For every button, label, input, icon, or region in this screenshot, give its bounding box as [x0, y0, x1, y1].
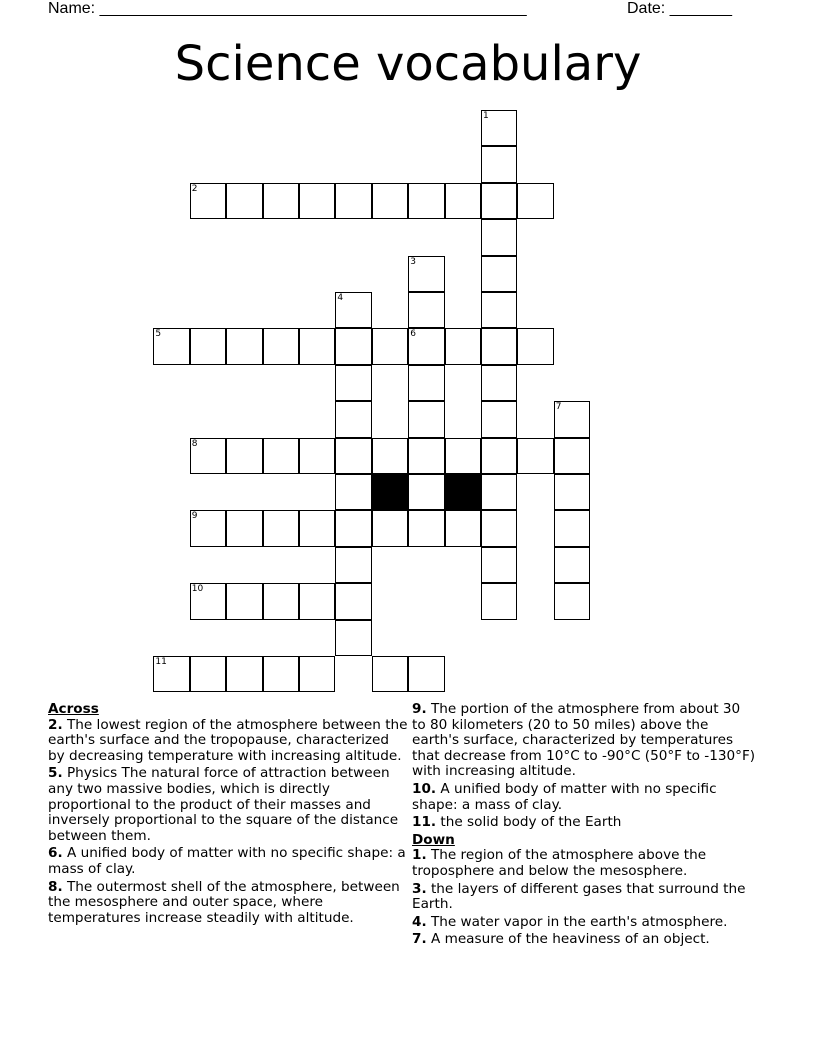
grid-cell[interactable]	[263, 583, 299, 619]
clue-across-8: 8. The outermost shell of the atmosphere, between the mesosphere and outer space, where temperatures increase steadily with altitude.	[48, 878, 400, 926]
grid-cell-number: 4	[337, 293, 344, 303]
grid-cell[interactable]	[481, 256, 517, 292]
grid-cell[interactable]	[153, 328, 189, 364]
grid-cell[interactable]	[372, 438, 408, 474]
grid-cell[interactable]	[190, 656, 226, 692]
grid-cell[interactable]	[554, 401, 590, 437]
page-title: Science vocabulary	[174, 36, 642, 92]
grid-cell[interactable]	[226, 510, 262, 546]
grid-cell[interactable]	[445, 328, 481, 364]
grid-cell[interactable]	[226, 183, 262, 219]
grid-cell[interactable]	[372, 183, 408, 219]
grid-cell-black	[372, 474, 408, 510]
grid-cell[interactable]	[517, 438, 553, 474]
clue-across-6: 6. A unified body of matter with no specific shape: a mass of clay.	[48, 845, 406, 877]
grid-cell[interactable]	[372, 328, 408, 364]
grid-cell[interactable]	[226, 656, 262, 692]
grid-cell[interactable]	[372, 510, 408, 546]
grid-cell-number: 7	[555, 402, 562, 413]
grid-cell[interactable]	[408, 656, 444, 692]
grid-cell[interactable]	[481, 547, 517, 583]
grid-cell[interactable]	[335, 183, 371, 219]
grid-cell[interactable]	[226, 583, 262, 619]
clue-across-10: 10. A unified body of matter with no specific shape: a mass of clay.	[412, 780, 717, 813]
grid-cell-number: 3	[410, 256, 416, 267]
grid-cell[interactable]	[153, 656, 189, 692]
grid-cell-number: 10	[191, 584, 204, 595]
grid-cell-number: 11	[155, 657, 167, 667]
grid-cell[interactable]	[408, 401, 444, 437]
grid-cell[interactable]	[299, 510, 335, 546]
grid-cell[interactable]	[190, 438, 226, 474]
clue-across-9: 9. The portion of the atmosphere from about 30 to 80 kilometers (20 to 50 miles) above the earth's surface, characterized by temperatures that decrease from 10°C to -90°C (50°F to -130°F) with increasing altitude.	[412, 701, 756, 780]
grid-cell[interactable]	[263, 656, 299, 692]
grid-cell-number: 9	[191, 511, 198, 522]
grid-cell[interactable]	[190, 183, 226, 219]
grid-cell-number: 1	[483, 111, 489, 121]
grid-cell[interactable]	[299, 583, 335, 619]
grid-cell[interactable]	[408, 328, 444, 364]
grid-cell[interactable]	[481, 146, 517, 182]
clues-column-left	[48, 702, 408, 928]
across-clues-list	[48, 718, 408, 927]
grid-cell[interactable]	[226, 328, 262, 364]
grid-cell[interactable]	[299, 328, 335, 364]
grid-cell-number: 5	[155, 329, 162, 340]
grid-cell[interactable]	[481, 365, 517, 401]
clue-down-1: 1. The region of the atmosphere above the troposphere and below the mesosphere.	[412, 847, 707, 879]
grid-cell[interactable]	[481, 219, 517, 255]
grid-cell[interactable]	[408, 365, 444, 401]
grid-cell[interactable]	[408, 474, 444, 510]
grid-cell[interactable]	[481, 110, 517, 146]
grid-cell-number: 8	[191, 438, 198, 449]
date-field-label: Date: _______	[627, 0, 732, 17]
grid-cell[interactable]	[263, 438, 299, 474]
grid-cell[interactable]	[481, 401, 517, 437]
grid-cell[interactable]	[481, 292, 517, 328]
grid-cell[interactable]	[190, 510, 226, 546]
grid-cell[interactable]	[335, 547, 371, 583]
grid-cell[interactable]	[335, 438, 371, 474]
clue-down-3: 3. the layers of different gases that surround the Earth.	[412, 880, 746, 913]
grid-cell[interactable]	[554, 474, 590, 510]
clue-across-11: 11. the solid body of the Earth	[412, 814, 622, 831]
grid-cell[interactable]	[481, 583, 517, 619]
grid-cell[interactable]	[335, 510, 371, 546]
grid-cell[interactable]	[335, 474, 371, 510]
grid-cell[interactable]	[190, 328, 226, 364]
grid-cell[interactable]	[190, 583, 226, 619]
grid-cell[interactable]	[481, 183, 517, 219]
clues-column-right	[412, 702, 757, 950]
grid-cell[interactable]	[335, 365, 371, 401]
grid-cell[interactable]	[263, 328, 299, 364]
grid-cell[interactable]	[408, 438, 444, 474]
grid-cell[interactable]	[554, 547, 590, 583]
grid-cell[interactable]	[408, 256, 444, 292]
grid-cell[interactable]	[408, 183, 444, 219]
down-heading: Down	[412, 831, 455, 848]
grid-cell[interactable]	[226, 438, 262, 474]
grid-cell[interactable]	[481, 474, 517, 510]
grid-cell[interactable]	[554, 438, 590, 474]
grid-cell[interactable]	[335, 328, 371, 364]
clue-across-5: 5. Physics The natural force of attraction between any two massive bodies, which is directly proportional to the product of their masses and inversely proportional to the square of the distance between them.	[48, 765, 399, 844]
grid-cell[interactable]	[335, 401, 371, 437]
grid-cell[interactable]	[554, 510, 590, 546]
grid-cell[interactable]	[481, 510, 517, 546]
grid-cell[interactable]	[335, 292, 371, 328]
grid-cell[interactable]	[299, 183, 335, 219]
across-heading: Across	[48, 701, 99, 717]
grid-cell[interactable]	[335, 583, 371, 619]
grid-cell[interactable]	[263, 183, 299, 219]
clue-down-4: 4. The water vapor in the earth's atmosphere.	[412, 913, 728, 930]
grid-cell[interactable]	[408, 510, 444, 546]
grid-cell[interactable]	[299, 438, 335, 474]
grid-cell[interactable]	[299, 656, 335, 692]
clue-across-2: 2. The lowest region of the atmosphere between the earth's surface and the tropopause, characterized by decreasing temperature with increasing altitude.	[48, 716, 408, 764]
name-field-label: Name: ________________________________________________	[48, 0, 527, 17]
grid-cell[interactable]	[263, 510, 299, 546]
grid-cell[interactable]	[517, 328, 553, 364]
grid-cell[interactable]	[445, 438, 481, 474]
grid-cell[interactable]	[481, 438, 517, 474]
grid-cell[interactable]	[517, 183, 553, 219]
grid-cell[interactable]	[445, 183, 481, 219]
grid-cell[interactable]	[408, 292, 444, 328]
grid-cell[interactable]	[335, 620, 371, 656]
clue-down-7: 7. A measure of the heaviness of an object.	[412, 931, 710, 948]
grid-cell-black	[445, 474, 481, 510]
grid-cell[interactable]	[481, 328, 517, 364]
grid-cell-number: 2	[191, 183, 198, 194]
grid-cell[interactable]	[445, 510, 481, 546]
grid-cell[interactable]	[372, 656, 408, 692]
grid-cell-number: 6	[410, 329, 416, 340]
grid-cell[interactable]	[554, 583, 590, 619]
